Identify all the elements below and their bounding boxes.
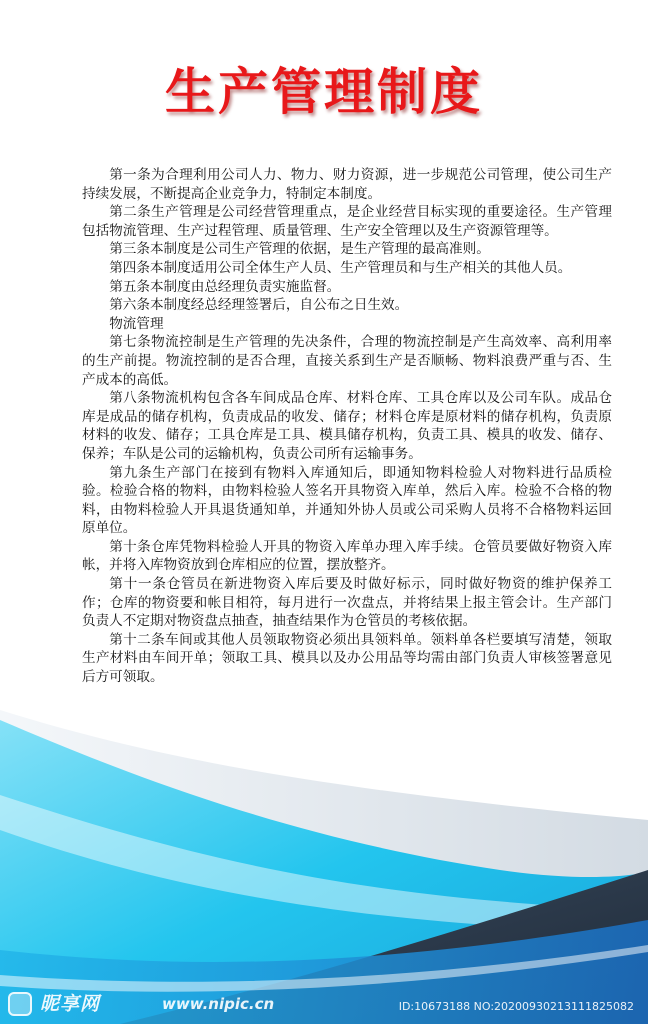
watermark-site-name: 昵享网 [40, 993, 101, 1015]
watermark-image-id: ID:10673188 NO:20200930213111825082 [398, 1000, 634, 1013]
paragraph-article-12: 第十二条车间或其他人员领取物资必须出具领料单。领料单各栏要填写清楚，领取生产材料由车间开单；领取工具、模具以及办公用品等均需由部门负责人审核签署意见后方可领取。 [82, 631, 612, 686]
paragraph-article-9: 第九条生产部门在接到有物料入库通知后，即通知物料检验人对物料进行品质检验。检验合格的物料，由物料检验人签名开具物资入库单，然后入库。检验不合格的物料，由物料检验人开具退货通知单，并通知外协人员或公司采购人员将不合格物料运回原单位。 [82, 464, 612, 537]
paragraph-article-11: 第十一条仓管员在新进物资入库后要及时做好标示，同时做好物资的维护保养工作；仓库的物资要和帐目相符，每月进行一次盘点，并将结果上报主管会计。生产部门负责人不定期对物资盘点抽查，抽查结果作为仓管员的考核依据。 [82, 576, 612, 630]
paragraph-article-8: 第八条物流机构包含各车间成品仓库、材料仓库、工具仓库以及公司车队。成品仓库是成品的储存机构，负责成品的收发、储存；材料仓库是原材料的储存机构，负责原材料的收发、储存；工具仓库是工具、模具储存机构，负责工具、模具的收发、储存、保养；车队是公司的运输机构，负责公司所有运输事务。 [82, 390, 612, 462]
paragraph-article-4: 第四条本制度适用公司全体生产人员、生产管理员和与生产相关的其他人员。 [109, 259, 572, 276]
paragraph-article-2: 第二条生产管理是公司经营管理重点，是企业经营目标实现的重要途径。生产管理包括物流管理、生产过程管理、质量管理、生产安全管理以及生产资源管理等。 [82, 204, 612, 239]
paragraph-article-7: 第七条物流控制是生产管理的先决条件，合理的物流控制是产生高效率、高利用率的生产前提。物流控制的是否合理，直接关系到生产是否顺畅、物料浪费严重与否、生产成本的高低。 [82, 334, 612, 388]
paragraph-article-5: 第五条本制度由总经理负责实施监督。 [109, 278, 341, 295]
paragraph-article-10: 第十条仓库凭物料检验人开具的物资入库单办理入库手续。仓管员要做好物资入库帐，并将入库物资放到仓库相应的位置，摆放整齐。 [82, 538, 612, 574]
paragraph-article-3: 第三条本制度是公司生产管理的依据，是生产管理的最高准则。 [109, 241, 490, 258]
section-heading-logistics: 物流管理 [109, 315, 164, 332]
decorative-wave-background [0, 700, 648, 1024]
document-title: 生产管理制度 [165, 63, 483, 121]
paragraph-article-6: 第六条本制度经总经理签署后，自公布之日生效。 [109, 297, 409, 314]
site-logo-icon [8, 992, 32, 1016]
paragraph-article-1: 第一条为合理利用公司人力、物力、财力资源，进一步规范公司管理，使公司生产持续发展，不断提高企业竞争力，特制定本制度。 [82, 167, 612, 202]
document-body [82, 166, 612, 687]
watermark-site-url: www.nipic.cn [162, 995, 275, 1013]
watermark-footer [0, 984, 648, 1024]
